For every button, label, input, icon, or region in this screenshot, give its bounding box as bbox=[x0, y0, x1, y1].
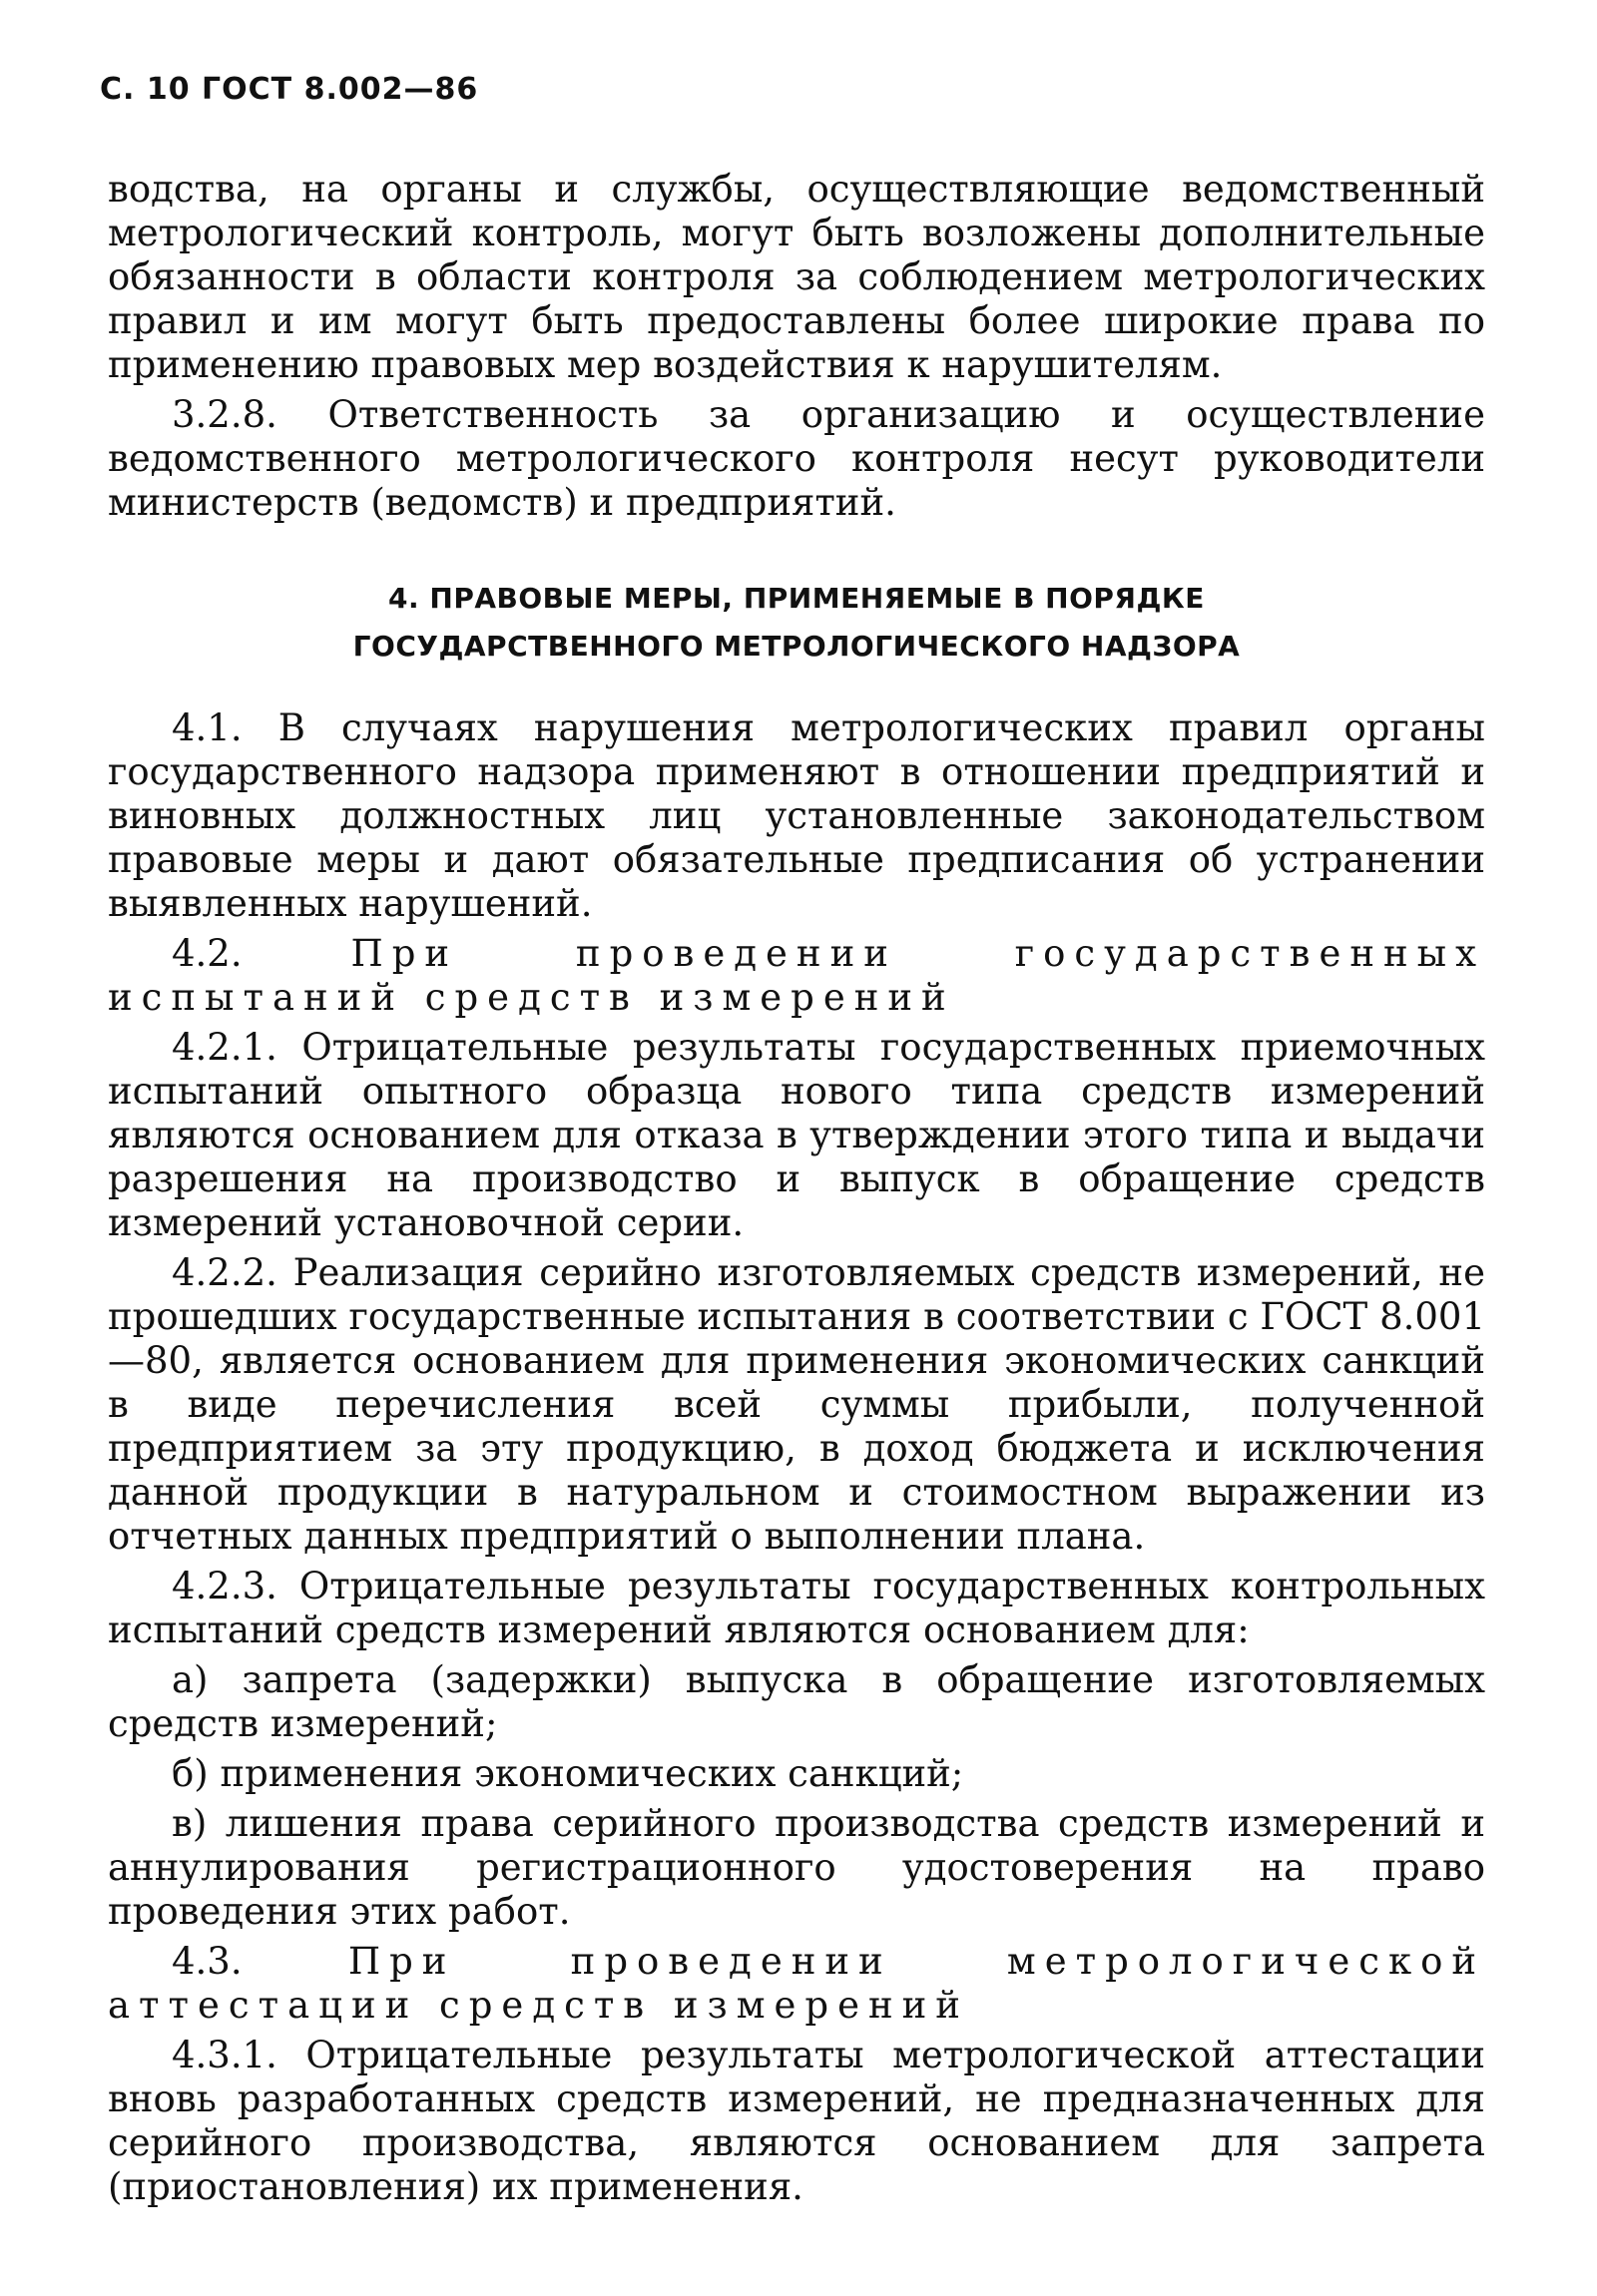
running-head: С. 10 ГОСТ 8.002—86 bbox=[100, 72, 479, 107]
document-body bbox=[108, 168, 1485, 2209]
paragraph-4-2-3: 4.2.3. Отрицательные результаты государственных контрольных испытаний средств измерений являются основанием для: bbox=[108, 1565, 1485, 1651]
list-item-a: а) запрета (задержки) выпуска в обращение изготовляемых средств измерений; bbox=[108, 1658, 1485, 1745]
paragraph-4-2-spaced-title: При проведении государственных испытаний средств измерений bbox=[108, 932, 1485, 1019]
paragraph-4-3-1: 4.3.1. Отрицательные результаты метрологической аттестации вновь разработанных средств измерений, не предназначенных для серийного производства, являются основанием для запрета (приостановления) их применения. bbox=[108, 2034, 1485, 2208]
paragraph-continued: водства, на органы и службы, осуществляющие ведомственный метрологический контроль, могут быть возложены дополнительные обязанности в области контроля за соблюдением метрологических правил и им могут быть предоставлены более широкие права по применению правовых мер воздействия к нарушителям. bbox=[108, 168, 1485, 386]
list-item-c: в) лишения права серийного производства средств измерений и аннулирования регистрационного удостоверения на право проведения этих работ. bbox=[108, 1802, 1485, 1933]
section-4-title-line-2: ГОСУДАРСТВЕННОГО МЕТРОЛОГИЧЕСКОГО НАДЗОРА bbox=[352, 630, 1241, 663]
paragraph-4-3-number: 4.3. bbox=[172, 1940, 243, 1983]
paragraph-4-2-1: 4.2.1. Отрицательные результаты государственных приемочных испытаний опытного образца нового типа средств измерений являются основанием для отказа в утверждении этого типа и выдачи разрешения на производство и выпуск в обращение средств измерений установочной серии. bbox=[108, 1026, 1485, 1244]
section-4-title bbox=[108, 575, 1485, 671]
paragraph-4-2-number: 4.2. bbox=[172, 932, 243, 975]
paragraph-4-2-heading bbox=[108, 932, 1485, 1020]
section-4-title-line-1: 4. ПРАВОВЫЕ МЕРЫ, ПРИМЕНЯЕМЫЕ В ПОРЯДКЕ bbox=[388, 582, 1205, 615]
paragraph-4-3-heading bbox=[108, 1940, 1485, 2028]
paragraph-4-1: 4.1. В случаях нарушения метрологических правил органы государственного надзора применяют в отношении предприятий и виновных должностных лиц установленные законодательством правовые меры и дают обязательные предписания об устранении выявленных нарушений. bbox=[108, 706, 1485, 925]
paragraph-3-2-8: 3.2.8. Ответственность за организацию и осуществление ведомственного метрологического контроля несут руководители министерств (ведомств) и предприятий. bbox=[108, 393, 1485, 524]
paragraph-4-3-spaced-title: При проведении метрологической аттестации средств измерений bbox=[108, 1940, 1485, 2027]
paragraph-4-2-2: 4.2.2. Реализация серийно изготовляемых средств измерений, не прошедших государственные испытания в соответствии с ГОСТ 8.001—80, является основанием для применения экономических санкций в виде перечисления всей суммы прибыли, полученной предприятием за эту продукцию, в доход бюджета и исключения данной продукции в натуральном и стоимостном выражении из отчетных данных предприятий о выполнении плана. bbox=[108, 1251, 1485, 1558]
list-item-b: б) применения экономических санкций; bbox=[172, 1752, 964, 1795]
